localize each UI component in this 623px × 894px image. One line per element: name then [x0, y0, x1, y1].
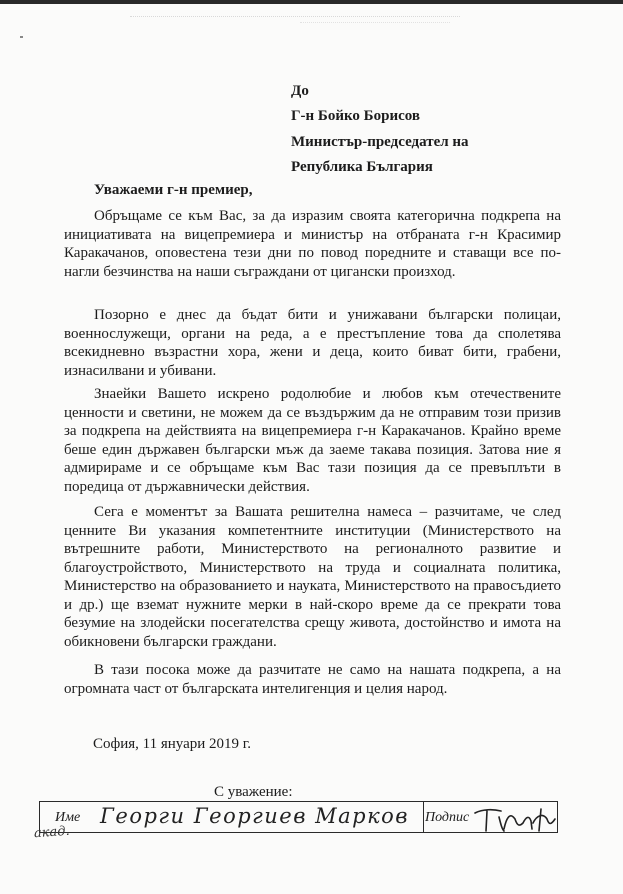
- addressee-country: Република България: [291, 159, 433, 175]
- paragraph-1: Обръщаме се към Вас, за да изразим своята категорична подкрепа на инициативата на вицепремиера и министър на отбраната г-н Красимир Каракачанов, оповестена тези дни по повод поредните и ставащи все по-нагли безчинства на наши съграждани от цигански произход.: [64, 208, 561, 280]
- signature-table-divider: [423, 801, 424, 833]
- scan-speck: [20, 36, 23, 38]
- addressee-title: Министър-председател на: [291, 134, 469, 150]
- handwritten-name: Георги Георгиев Марков: [100, 804, 409, 828]
- closing: С уважение:: [214, 784, 293, 800]
- date-line: София, 11 януари 2019 г.: [93, 736, 251, 752]
- name-label: Име: [55, 810, 81, 825]
- paragraph-4: Сега е моментът за Вашата решителна намеса – разчитаме, че след ценните Ви указания компетентните институции (Министерството на вътрешните работи, Министерството на регионалното развитие и благоустройството, Министерството на труда и социалната политика, Министерство на образованието и науката, Министерството на правосъдието и др.) ще вземат нужните мерки в най-скоро време да се прекрати това безумие на злодейски посегателства срещу живота, достойнство и имота на обикновени български граждани.: [64, 504, 561, 650]
- greeting: Уважаеми г-н премиер,: [94, 182, 253, 198]
- paragraph-2: Позорно е днес да бъдат бити и унижавани български полицаи, военнослужещи, органи на реда, а е престъпление това да сполетява всекидневно възрастни хора, жени и деца, които биват бити, грабени, изнасилвани и убивани.: [64, 307, 561, 379]
- addressee-to: До: [291, 83, 309, 99]
- paragraph-5: В тази посока може да разчитате не само на нашата подкрепа, а на огромната част от българската интелигенция и целия народ.: [64, 662, 561, 697]
- handwritten-title-note: акад.: [33, 823, 71, 842]
- signature-label: Подпис: [425, 810, 470, 825]
- scan-edge: [0, 0, 623, 4]
- faint-bleed-through-2: [300, 22, 450, 25]
- handwritten-signature-icon: [471, 805, 561, 835]
- addressee-name: Г-н Бойко Борисов: [291, 108, 420, 124]
- paragraph-3: Знаейки Вашето искрено родолюбие и любов към отечествените ценности и светини, не можем да се въздържим да не отправим този призив за подкрепа на действията на вицепремиера г-н Каракачанов. Крайно време беше един държавен български мъж да заеме такава позиция. Затова ние я адмирираме и се обръщаме към Вас тази позиция да се превъплъти в поредица от държавнически действия.: [64, 386, 561, 495]
